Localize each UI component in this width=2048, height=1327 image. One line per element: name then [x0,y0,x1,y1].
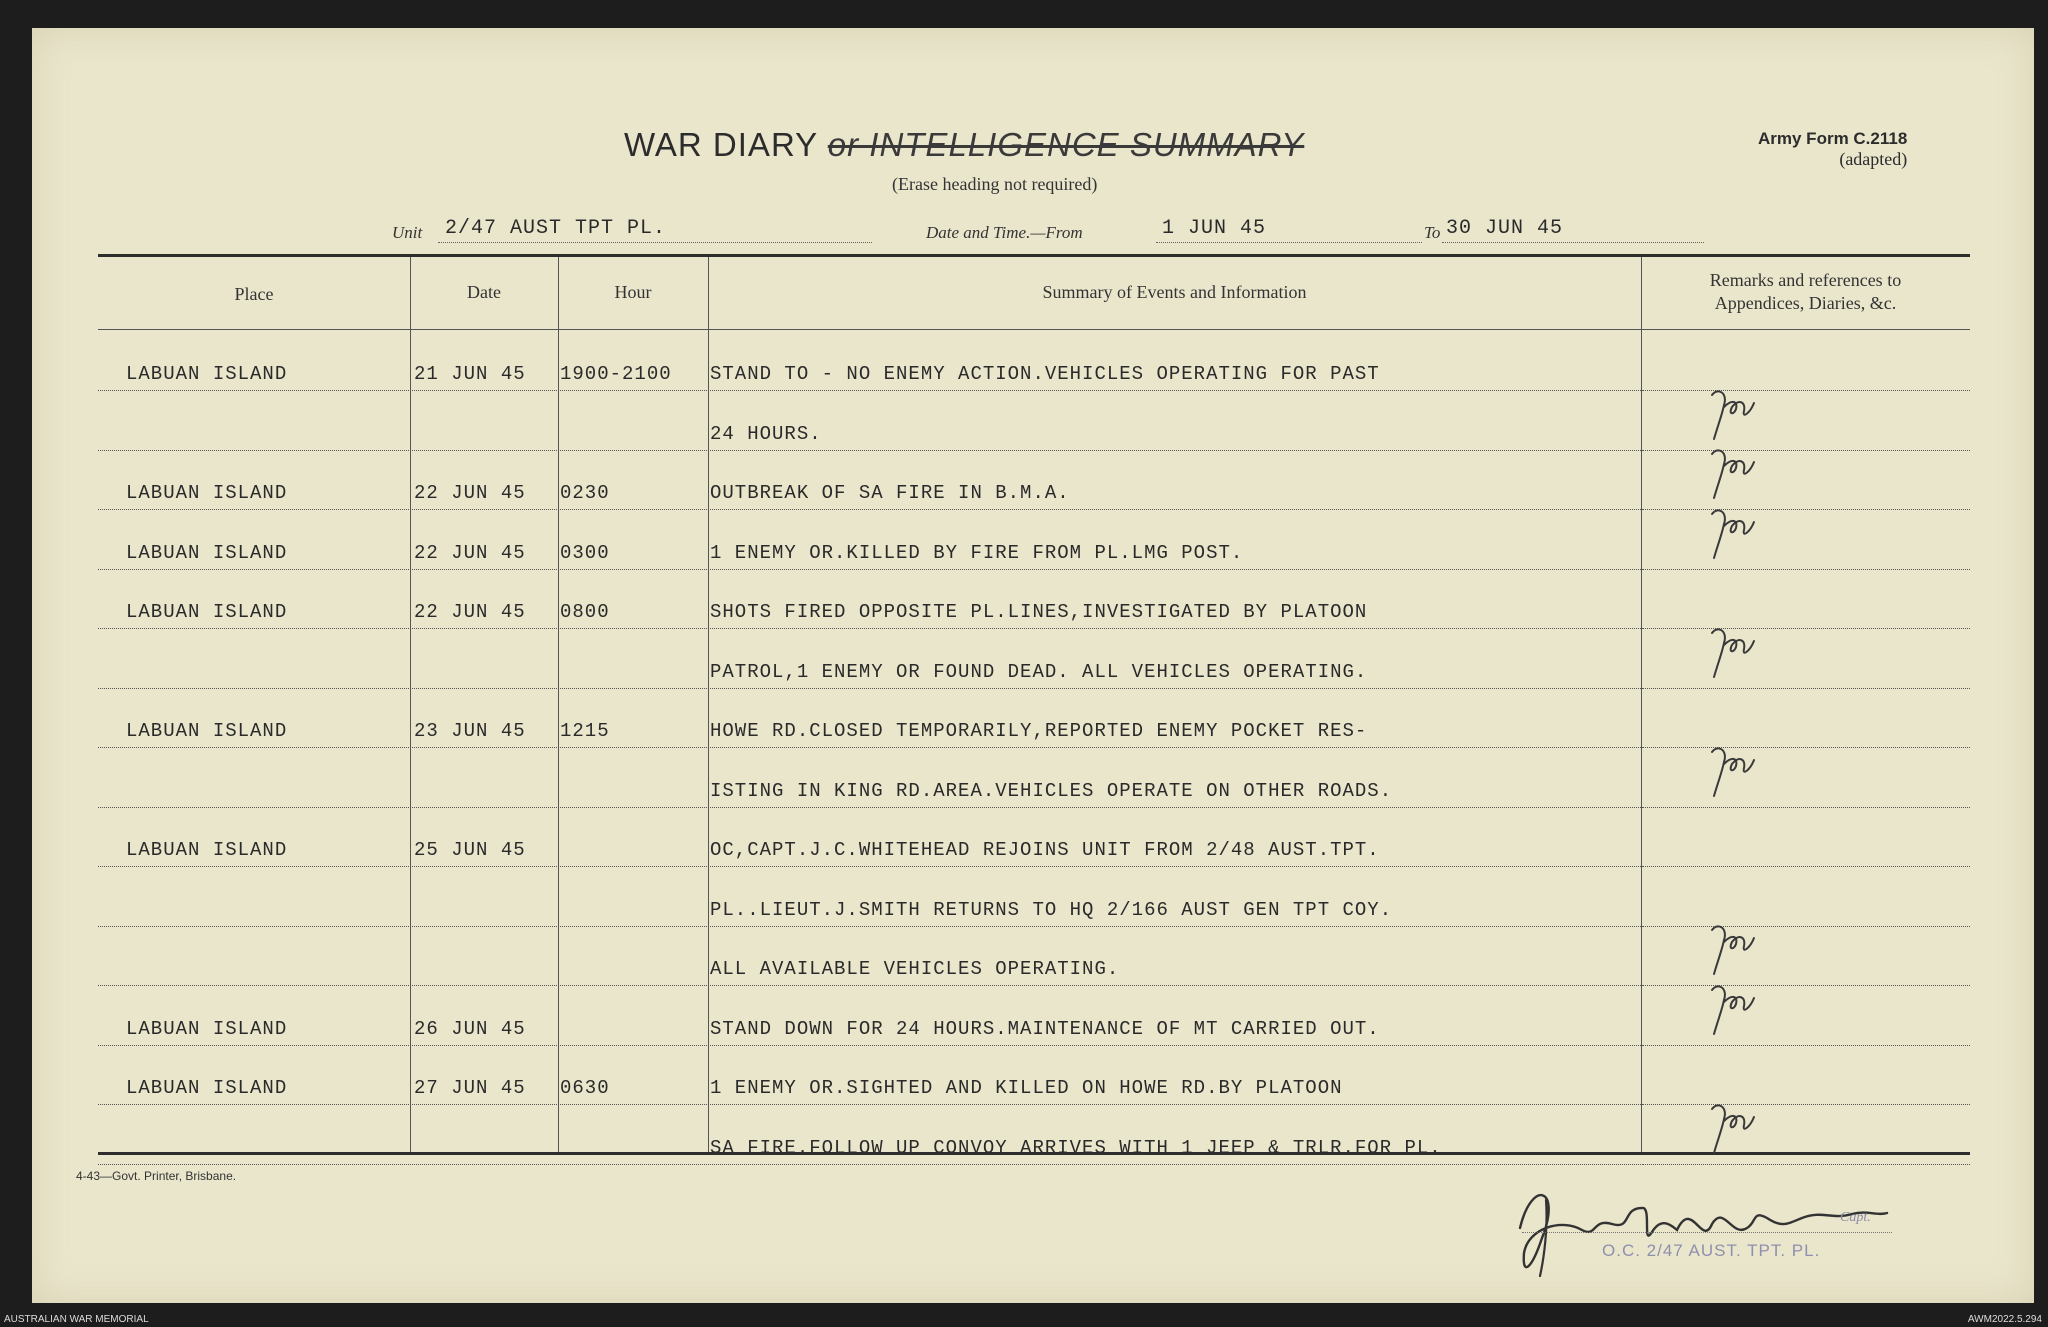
summary-cell: PL..LIEUT.J.SMITH RETURNS TO HQ 2/166 AUST GEN TPT COY. [710,898,1393,921]
date-cell: 22 JUN 45 [414,601,526,623]
place-cell: LABUAN ISLAND [126,839,288,861]
officer-initials [1698,920,1768,987]
summary-cell: STAND TO - NO ENEMY ACTION.VEHICLES OPERATING FOR PAST [710,363,1380,385]
form-title [624,126,1304,164]
row-rule [98,1164,1641,1165]
title-main: WAR DIARY [624,126,818,163]
summary-cell: SHOTS FIRED OPPOSITE PL.LINES,INVESTIGATED BY PLATOON [710,601,1368,623]
summary-cell: OC,CAPT.J.C.WHITEHEAD REJOINS UNIT FROM 2/48 AUST.TPT. [710,839,1380,861]
diary-table [98,254,1970,1159]
table-row [98,331,1970,391]
officer-initials [1698,623,1768,690]
summary-cell: ISTING IN KING RD.AREA.VEHICLES OPERATE ON OTHER ROADS. [710,779,1393,802]
hour-cell: 0230 [560,482,610,504]
header-rule [98,329,1970,330]
hour-cell: 0300 [560,541,610,564]
unit-stamp: O.C. 2/47 AUST. TPT. PL. [1602,1241,1821,1260]
summary-cell: STAND DOWN FOR 24 HOURS.MAINTENANCE OF MT CARRIED OUT. [710,1017,1380,1040]
signature-line [1522,1232,1892,1233]
column-header-date: Date [467,282,501,302]
place-cell: LABUAN ISLAND [126,541,288,564]
date-cell: 23 JUN 45 [414,720,526,742]
officer-initials [1698,742,1768,809]
date-to-label: To [1424,223,1441,242]
date-cell: 22 JUN 45 [414,482,526,504]
unit-value: 2/47 AUST TPT PL. [445,217,667,240]
place-cell: LABUAN ISLAND [126,601,288,623]
summary-cell: HOWE RD.CLOSED TEMPORARILY,REPORTED ENEMY POCKET RES- [710,720,1368,742]
summary-cell: 1 ENEMY OR.SIGHTED AND KILLED ON HOWE RD.BY PLATOON [710,1077,1343,1099]
table-row [98,688,1970,748]
table-row [98,450,1970,510]
summary-cell: PATROL,1 ENEMY OR FOUND DEAD. ALL VEHICLES OPERATING. [710,660,1368,683]
unit-label: Unit [392,223,423,242]
date-cell: 26 JUN 45 [414,1017,526,1040]
date-cell: 25 JUN 45 [414,839,526,861]
signature-rank: Capt. [1840,1210,1871,1225]
date-cell: 22 JUN 45 [414,541,526,564]
table-row [98,807,1970,867]
summary-cell: 24 HOURS. [710,422,822,445]
date-time-label: Date and Time.—From [926,223,1083,242]
place-cell: LABUAN ISLAND [126,363,288,385]
column-header-summary: Summary of Events and Information [1042,282,1307,302]
army-form-label [1758,128,1907,170]
title-struck-out: or INTELLIGENCE SUMMARY [827,126,1305,163]
hour-cell: 1215 [560,720,610,742]
table-row [98,510,1970,570]
table-row [98,986,1970,1046]
column-header-remarks [1641,269,1970,315]
remarks-header-line-1: Remarks and references to [1709,270,1902,290]
hour-cell: 0800 [560,601,610,623]
unit-underline [438,242,872,243]
officer-initials [1698,444,1768,511]
date-to-underline [1442,242,1704,243]
date-to-value: 30 JUN 45 [1446,217,1564,240]
column-header-hour: Hour [614,282,652,302]
erase-note: (Erase heading not required) [892,174,1098,194]
army-form-adapted: (adapted) [1839,149,1908,169]
archive-caption: AUSTRALIAN WAR MEMORIAL [4,1314,149,1325]
remarks-header-line-2: Appendices, Diaries, &c. [1714,293,1897,313]
table-row [98,926,1970,986]
date-from-underline [1156,242,1422,243]
war-diary-sheet [32,28,2034,1303]
officer-initials [1698,385,1768,452]
army-form-number: Army Form C.2118 [1758,129,1908,148]
table-row [98,569,1970,629]
hour-cell: 0630 [560,1077,610,1099]
table-row [98,1045,1970,1105]
officer-initials [1698,504,1768,571]
table-row [98,629,1970,689]
table-row [98,748,1970,808]
place-cell: LABUAN ISLAND [126,720,288,742]
officer-initials [1698,980,1768,1047]
date-from-value: 1 JUN 45 [1162,217,1267,240]
summary-cell: SA FIRE.FOLLOW UP CONVOY ARRIVES WITH 1 JEEP & TRLR.FOR PL. [710,1136,1442,1159]
summary-cell: 1 ENEMY OR.KILLED BY FIRE FROM PL.LMG POST. [710,541,1244,564]
date-cell: 21 JUN 45 [414,363,526,385]
archive-reference: AWM2022.5.294 [1967,1314,2042,1325]
printer-imprint: 4-43—Govt. Printer, Brisbane. [76,1169,237,1183]
table-row [98,391,1970,451]
table-row [98,1105,1970,1165]
hour-cell: 1900-2100 [560,363,672,385]
officer-initials [1698,1099,1768,1166]
summary-cell: ALL AVAILABLE VEHICLES OPERATING. [710,958,1120,980]
place-cell: LABUAN ISLAND [126,1077,288,1099]
place-cell: LABUAN ISLAND [126,1017,288,1040]
column-header-place: Place [234,284,274,304]
date-cell: 27 JUN 45 [414,1077,526,1099]
place-cell: LABUAN ISLAND [126,482,288,504]
summary-cell: OUTBREAK OF SA FIRE IN B.M.A. [710,482,1070,504]
table-row [98,867,1970,927]
